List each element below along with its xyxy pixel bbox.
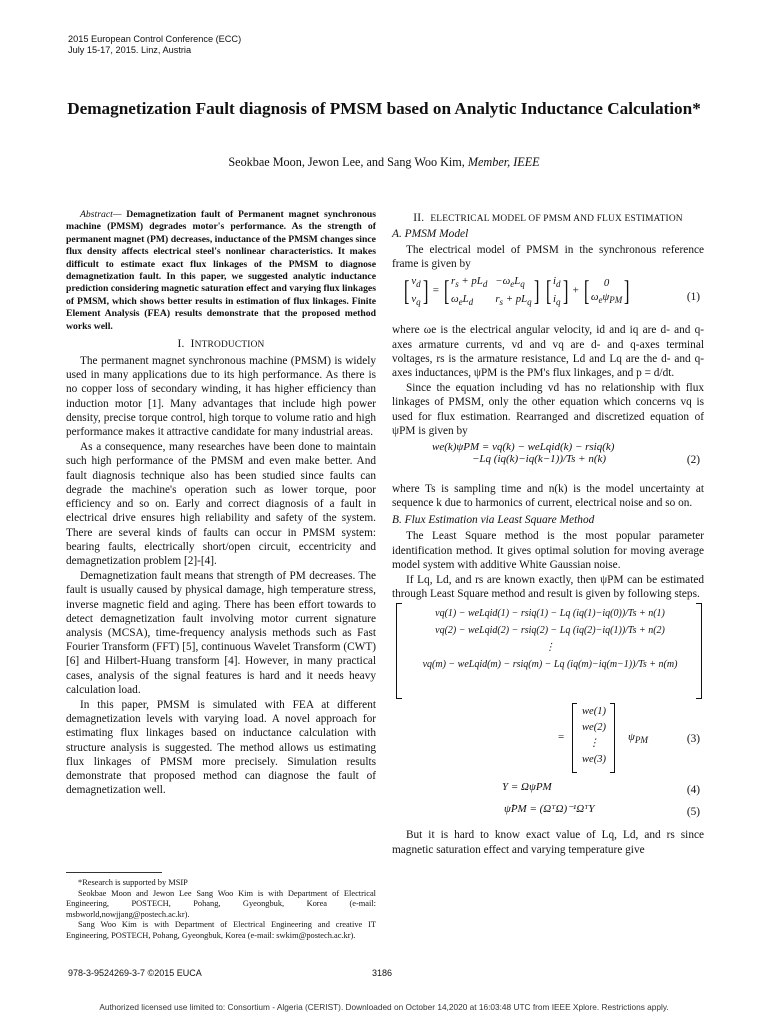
equation-3: = we(1) we(2) ⋮ we(3) $\psi_{PM}$ (3) <box>392 703 704 775</box>
author-membership: Member, IEEE <box>467 155 540 169</box>
paper-title: Demagnetization Fault diagnosis of PMSM based on Analytic Inductance Calculation* <box>67 99 701 118</box>
omega-vector: we(1) we(2) ⋮ we(3) <box>572 703 652 773</box>
observation-matrix <box>392 603 704 699</box>
footnote: Sang Woo Kim is with Department of Electrical Engineering and creative IT Engineering, POSTECH, Pohang, Gyeongbuk, Korea (e-mail: swkim@postech.ac.kr). <box>66 920 376 940</box>
author-line <box>60 155 708 170</box>
ls-paragraph: If Lq, Ld, and rs are known exactly, then ψPM can be estimated through Least Square method and result is given by following steps. <box>392 574 704 601</box>
matrix-row: vq(m) − weLqid(m) − rsiq(m) − Lq (iq(m)−iq(m−1))/Ts + n(m) <box>422 659 678 671</box>
equation-number: (3) <box>686 733 700 746</box>
section-heading-model: II. ELECTRICAL MODEL OF PMSM AND FLUX ESTIMATION <box>413 212 683 224</box>
matrix-row: vq(1) − weLqid(1) − rsiq(1) − Lq (iq(1)−iq(0))/Ts + n(1) <box>435 608 665 620</box>
subsection-heading-least-square: B. Flux Estimation via Least Square Method <box>392 514 595 527</box>
license-notice: Authorized licensed use limited to: Consortium - Algeria (CERIST). Downloaded on October 14,2020 at 16:03:48 UTC from IEEE Xplore. Restrictions apply. <box>99 1002 669 1012</box>
equation-5: ψ̂PM = (ΩᵀΩ)⁻¹ΩᵀY (5) <box>504 803 700 819</box>
ls-paragraph: But it is hard to know exact value of Lq, Ld, and rs since magnetic saturation effect and varying temperature give <box>392 829 704 856</box>
equation-2-line-1: we(k)ψPM = vq(k) − weLqid(k) − rsiq(k) <box>432 441 615 454</box>
author-names: Seokbae Moon, Jewon Lee, and Sang Woo Kim, <box>228 155 465 169</box>
equation-number: (5) <box>686 806 700 819</box>
abstract <box>66 209 376 333</box>
intro-paragraph: As a consequence, many researches have been done to maintain such high performance of the PMSM and even make better. And fault diagnosis technique also has been studied since faults can degrade the machine's operation such as lower torque, poor efficiency and so on. Early and correct diagnosis of a fault in electrical drive ensures high reliability and safety of the system. There are several kinds of faults can occur in PMSM system: bearing faults, electrically short/open circuit, eccentricity and demagnetization problem [2]-[4]. <box>66 441 376 567</box>
subsection-heading-pmsm-model: A. PMSM Model <box>392 228 469 240</box>
section-heading-introduction: I. INTRODUCTION <box>177 338 265 351</box>
abstract-text: Demagnetization fault of Permanent magnet synchronous machine (PMSM) degrades motor's performance. As the strength of permanent magnet (PM) decreases, inductance of the PMSM changes since flux density affects electrical steel's nonlinear characteristics. It makes difficult to estimate exact flux linkages of the PMSM to diagnose demagnetization fault. In this paper, we suggested analytic inductance prediction considering magnetic saturation effect and varying flux linkages of PMSM, which shows better results in estimation of flux linkages. Finite Element Analysis (FEA) results demonstrate that the proposed method works well. <box>66 209 376 332</box>
equation-number: (1) <box>686 291 700 304</box>
left-column <box>66 209 376 798</box>
footnote: *Research is supported by MSIP <box>78 878 188 887</box>
abstract-lead: Abstract— <box>80 209 122 220</box>
model-paragraph: The electrical model of PMSM in the synchronous reference frame is given by <box>392 244 704 271</box>
footnotes <box>66 878 376 942</box>
model-paragraph: where ωe is the electrical angular velocity, id and iq are d- and q-axes armature currents, vd and vq are d- and q-axes terminal voltages, rs is the armature resistance, Ld and Lq are the d- and q-axes inductances, ψPM is the PM's flux linkages, and p = d/dt. <box>392 324 704 380</box>
ls-paragraph: The Least Square method is the most popular parameter identification method. It gives optimal solution for moving average model system with additive White Gaussian noise. <box>392 530 704 571</box>
matrix-row: ⋮ <box>545 642 555 654</box>
intro-paragraph: In this paper, PMSM is simulated with FEA at different demagnetization levels with varying load. A novel approach for estimating flux linkages based on inductance calculation with structure analysis is suggested. The method allows us estimating flux linkages of PMSM more precisely. Simulation results demonstrate that proposed method can diagnose the fault of demagnetization well. <box>66 698 376 797</box>
model-paragraph: Since the equation including vd has no relationship with flux linkages of PMSM, only the other equation which concerns vq is used for flux estimation. Rearranged and discretized equation of ψPM is given by <box>392 382 704 437</box>
isbn: 978-3-9524269-3-7 ©2015 EUCA <box>68 968 202 978</box>
conference-location: July 15-17, 2015. Linz, Austria <box>68 45 192 55</box>
footnote: Seokbae Moon and Jewon Lee Sang Woo Kim is with Department of Electrical Engineering, POSTECH, Pohang, Gyeongbuk, Korea (e-mail: msbworld,nowjjang@postech.ac.kr). <box>66 888 376 919</box>
intro-paragraph: The permanent magnet synchronous machine (PMSM) is widely used in many applications due to its high performance. As there is no copper loss of secondary winding, it has higher efficiency than induction motor [1]. Many advantages that include high power density, precise torque control, high torque to volume ratio and high performance makes it attractive candidate for many industrial areas. <box>66 355 376 439</box>
model-paragraph: where Ts is sampling time and n(k) is the model uncertainty at sequence k due to harmonics of current, electrical noise and so on. <box>392 483 704 510</box>
equation-number: (4) <box>686 784 700 797</box>
equation-1: [ $v_d$ $v_q$ ] = [ $r_s + pL_d$ $-\omega_eL_q$ $\omega_eL_d$ $r_s + pL_q$ ] [ $i_d$ $i_q$ ] + [ 0 $\omega_e\psi_{PM}$ ] (1) <box>403 275 700 307</box>
matrix-row: vq(2) − weLqid(2) − rsiq(2) − Lq (iq(2)−iq(1))/Ts + n(2) <box>435 625 665 637</box>
conference-name: 2015 European Control Conference (ECC) <box>68 34 242 44</box>
equation-number: (2) <box>686 454 700 467</box>
right-column <box>392 212 704 858</box>
intro-paragraph: Demagnetization fault means that strength of PM decreases. The fault is usually caused by physical damage, high temperature stress, inverse magnetic field and aging. There has been effort towards to detect demagnetization fault involving motor current signature analysis (MCSA), time-frequency analysis methods such as Fast Fourier Transform (FFT) [5], continuous Wavelet Transform (CWT) [6] and Hilbert-Huang transform [4]. However, in many practical cases, analysis of the signal features is hard and it needs heavy calculation load. <box>66 570 376 696</box>
page-number: 3186 <box>372 968 393 978</box>
equation-2-line-2: −Lq (iq(k)−iq(k−1))/Ts + n(k) <box>472 453 607 466</box>
footnote-rule <box>66 872 162 873</box>
equation-4: Y = ΩψPM (4) <box>502 781 700 797</box>
equation-2 <box>392 441 704 479</box>
